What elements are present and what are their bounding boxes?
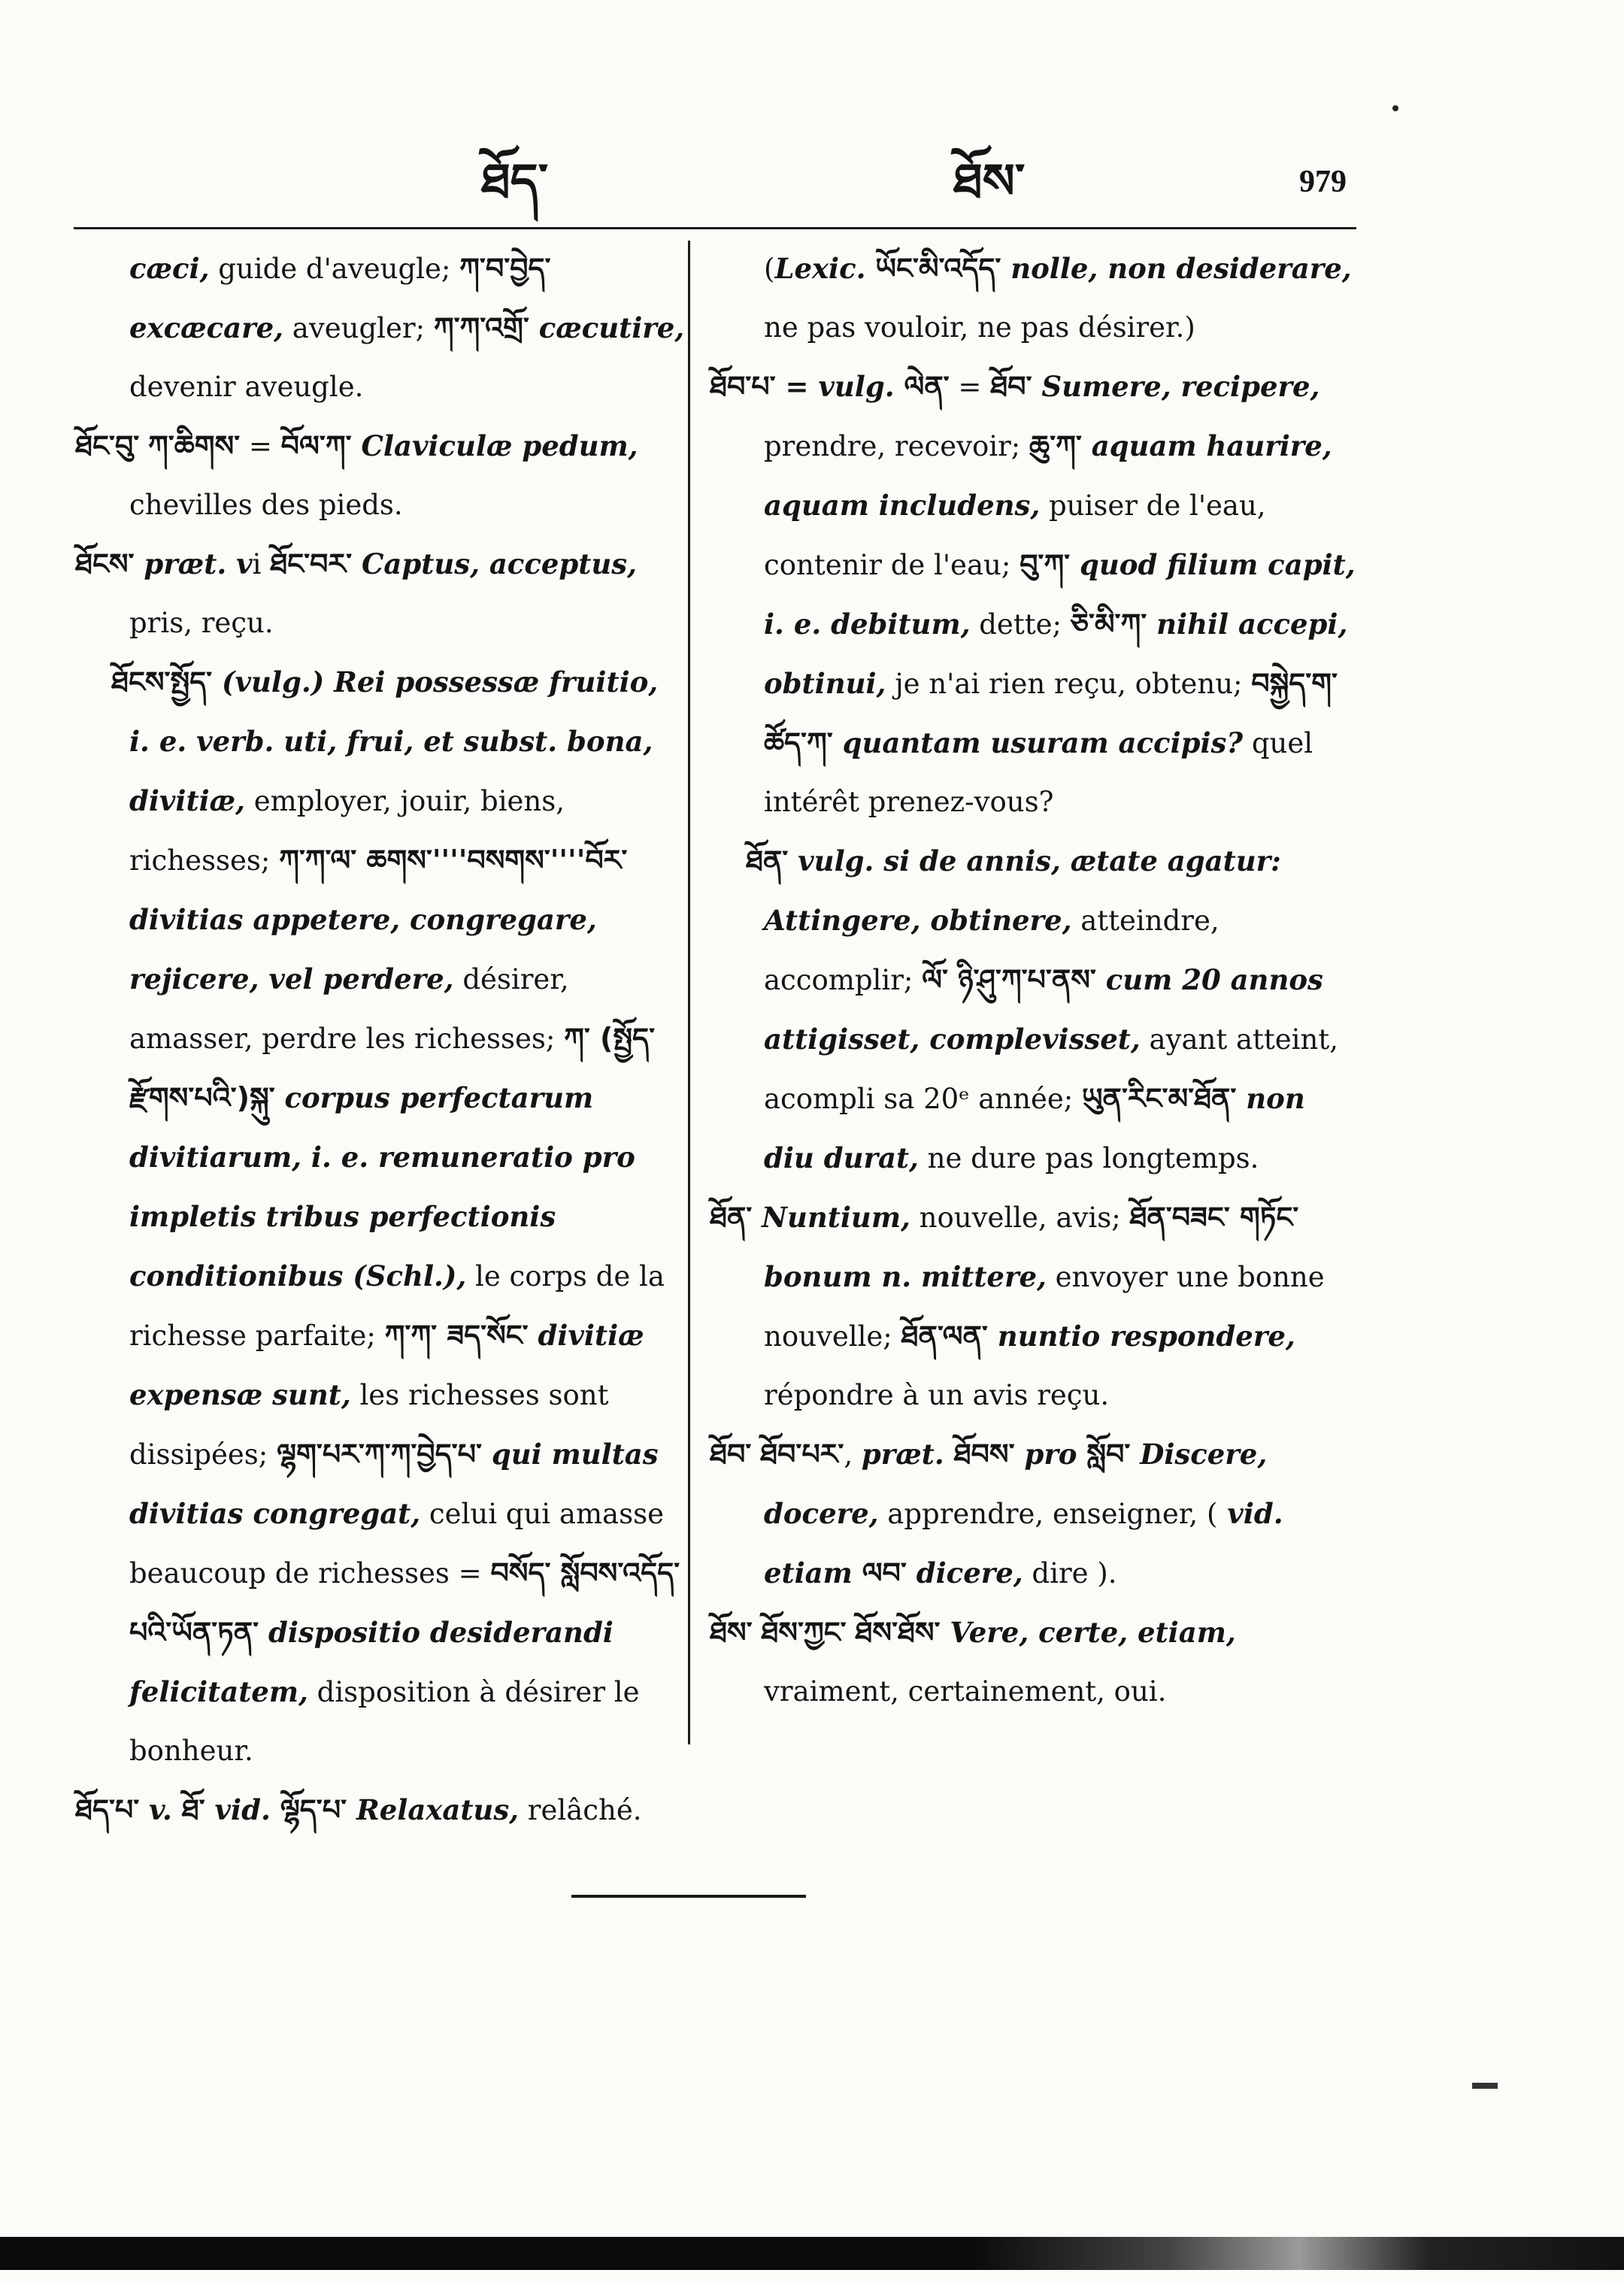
latin-gloss: Claviculæ pedum, xyxy=(351,429,638,462)
latin-gloss: quod filium capit, i. e. debitum, xyxy=(764,548,1356,641)
french-gloss: le corps de la richesse parfaite; xyxy=(129,1260,665,1352)
tibetan-term: ཅི་མི་ཀ་ xyxy=(1070,608,1147,641)
left-entry xyxy=(75,239,686,417)
latin-gloss: = vulg. xyxy=(775,370,904,403)
latin-gloss: qui multas divitias congregat, xyxy=(129,1438,659,1530)
tibetan-term: ཐོན་ལན་ xyxy=(901,1320,988,1353)
latin-gloss: cæci, xyxy=(129,252,210,285)
french-gloss: répondre à un avis reçu. xyxy=(764,1379,1110,1411)
right-entry xyxy=(710,1603,1358,1721)
latin-gloss: excæcare, xyxy=(129,311,284,344)
tibetan-term: ཀ་ (སྤྱོད་རྫོགས་པའི་)སྐུ་ xyxy=(129,1022,656,1114)
french-gloss: disposition à désirer le bonheur. xyxy=(129,1676,640,1767)
tibetan-term: ཀ་བ་བྱེད་ xyxy=(459,252,551,285)
tibetan-term: ལྷོད་པ་ xyxy=(280,1793,347,1826)
latin-gloss: v. xyxy=(139,1793,182,1826)
french-gloss: vraiment, certainement, oui. xyxy=(764,1675,1167,1708)
header-rule xyxy=(74,227,1356,229)
french-gloss: , xyxy=(844,1438,862,1471)
latin-gloss: nihil accepi, obtinui, xyxy=(764,608,1348,700)
tibetan-term: ཐོབ་ xyxy=(990,370,1032,403)
french-gloss xyxy=(847,1617,856,1649)
tibetan-term: ཡོང་མི་འདོད་ xyxy=(875,252,1001,285)
latin-gloss: nuntio respondere, xyxy=(987,1320,1295,1353)
french-gloss: guide d'aveugle; xyxy=(209,253,460,285)
french-gloss: désirer, amasser, perdre les richesses; xyxy=(129,963,569,1055)
tibetan-term: ཀ་ཀ་འགྲོ་ xyxy=(433,311,529,344)
page-header xyxy=(0,0,1624,241)
tibetan-term: བསྐྱེད་ག་ཚོད་ཀ་ xyxy=(764,667,1338,759)
tibetan-term: ཐོངས་སྤྱོད་ xyxy=(111,665,213,699)
french-gloss: apprendre, enseigner, ( xyxy=(878,1498,1218,1530)
latin-gloss: non diu durat, xyxy=(764,1082,1305,1174)
right-entry xyxy=(710,1188,1358,1425)
french-gloss: envoyer une bonne nouvelle; xyxy=(764,1261,1325,1353)
latin-gloss: præt. v xyxy=(134,547,253,580)
tibetan-term: ཐོབ་པར་ xyxy=(760,1438,844,1471)
right-column xyxy=(710,239,1358,1721)
french-gloss: dire ). xyxy=(1023,1557,1117,1590)
tibetan-term: ལབ་ xyxy=(862,1556,907,1590)
tibetan-term: ཐོས་ xyxy=(710,1616,753,1649)
tibetan-term: ལོ་ ཉི་ཤུ་ཀ་པ་ནས་ xyxy=(922,963,1096,996)
tibetan-term: ཀ་ཀ་ ཟད་སོང་ xyxy=(384,1319,529,1352)
latin-gloss: divitiæ expensæ sunt, xyxy=(129,1319,644,1411)
french-gloss: employer, jouir, biens, richesses; xyxy=(129,785,565,877)
tibetan-term: ཡུན་རིང་མ་ཐོན་ xyxy=(1081,1082,1237,1115)
french-gloss: les richesses sont dissipées; xyxy=(129,1379,609,1471)
tibetan-term: ཐོན་བཟང་ གཏོང་ xyxy=(1129,1201,1299,1234)
latin-gloss: cum 20 annos attigisset, complevisset, xyxy=(764,963,1323,1056)
tibetan-term: ཐོང་བར་ xyxy=(270,547,353,580)
latin-gloss: aquam haurire, aquam includens, xyxy=(764,429,1332,522)
tibetan-term: ཐོས་ཀྱང་ xyxy=(761,1616,847,1649)
right-entry xyxy=(710,832,1358,1188)
left-entry xyxy=(75,1780,686,1840)
french-gloss xyxy=(751,1438,760,1471)
french-gloss: = xyxy=(240,430,281,462)
tibetan-term: ཆུ་ཀ་ xyxy=(1029,429,1082,462)
tibetan-term: བསོད་ སློབས་འདོད་པའི་ཡོན་ཏན་ xyxy=(129,1556,680,1649)
french-gloss: quel intérêt prenez-vous? xyxy=(764,727,1313,818)
french-gloss: celui qui amasse beaucoup de richesses = xyxy=(129,1498,664,1590)
tibetan-term: ཐོན་ xyxy=(746,844,789,877)
french-gloss: je n'ai rien reçu, obtenu; xyxy=(886,668,1252,700)
latin-gloss: Nuntium, xyxy=(752,1201,910,1234)
latin-gloss: Discere, docere, xyxy=(764,1438,1268,1530)
tibetan-term: བུ་ཀ་ xyxy=(1020,548,1071,581)
french-gloss: = xyxy=(949,371,991,403)
running-head-left: ཐོད་ xyxy=(481,154,549,210)
tibetan-term: ཐོང་བུ་ xyxy=(75,429,140,462)
latin-gloss: dispositio desiderandi felicitatem, xyxy=(129,1616,614,1708)
tibetan-term: བོལ་ཀ་ xyxy=(280,429,352,462)
right-entry xyxy=(710,1425,1358,1603)
left-column xyxy=(75,239,686,1840)
latin-gloss: Vere, certe, etiam, xyxy=(940,1616,1236,1649)
latin-gloss: vid. xyxy=(205,1793,280,1826)
latin-gloss: Sumere, recipere, xyxy=(1032,370,1320,403)
latin-gloss: pro xyxy=(1014,1438,1087,1471)
french-gloss: atteindre, accomplir; xyxy=(764,905,1220,996)
french-gloss: devenir aveugle. xyxy=(129,371,364,403)
latin-gloss: Captus, acceptus, xyxy=(352,547,637,580)
french-gloss: puiser de l'eau, contenir de l'eau; xyxy=(764,489,1266,581)
tibetan-term: ཐོབ་པ་ xyxy=(710,370,776,403)
latin-gloss: (vulg.) Rei possessæ fruitio, i. e. verb. uti, frui, et subst. bona, divitiæ, xyxy=(129,665,659,817)
french-gloss: relâché. xyxy=(519,1794,642,1826)
latin-gloss: corpus perfectarum divitiarum, i. e. remuneratio pro impletis tribus perfectionis conditionibus (Schl.), xyxy=(129,1081,635,1293)
left-entry xyxy=(75,535,686,653)
latin-gloss: vid. etiam xyxy=(764,1497,1283,1590)
tibetan-term: ཐོ་ xyxy=(181,1793,205,1826)
latin-gloss: divitias appetere, congregare, rejicere, vel perdere, xyxy=(129,903,597,996)
latin-gloss: vulg. si de annis, ætate agatur: Attingere, obtinere, xyxy=(764,844,1281,937)
french-gloss: ( xyxy=(764,253,775,285)
french-gloss xyxy=(753,1617,762,1649)
tibetan-term: ཐོས་ཐོས་ xyxy=(855,1616,941,1649)
tibetan-term: ཀ་ཆིགས་ xyxy=(147,429,241,462)
right-entry xyxy=(710,357,1358,832)
french-gloss: nouvelle, avis; xyxy=(910,1202,1130,1234)
tibetan-term: ལེན་ xyxy=(904,370,950,403)
tibetan-term: སློབ་ xyxy=(1086,1438,1131,1471)
latin-gloss: quantam usuram accipis? xyxy=(832,726,1244,759)
french-gloss xyxy=(139,430,148,462)
french-gloss: pris, reçu. xyxy=(129,607,274,639)
tibetan-term: ཐོན་ xyxy=(710,1201,753,1234)
left-entry xyxy=(75,653,686,1780)
tibetan-term: ལྷག་པར་ཀ་ཀ་བྱེད་པ་ xyxy=(277,1438,482,1471)
french-gloss: aveugler; xyxy=(283,312,434,344)
ink-dot xyxy=(1392,105,1398,111)
left-entry xyxy=(75,417,686,535)
latin-gloss: Relaxatus, xyxy=(347,1793,520,1826)
right-entry xyxy=(710,239,1358,357)
french-gloss: prendre, recevoir; xyxy=(764,430,1030,462)
running-head-right: ཐོས་ xyxy=(953,154,1026,210)
latin-gloss: nolle, non desiderare, xyxy=(1001,252,1352,285)
latin-gloss: cæcutire, xyxy=(529,311,685,344)
tibetan-term: ཐོད་པ་ xyxy=(75,1793,140,1826)
latin-gloss: Lexic. xyxy=(774,252,876,285)
french-gloss: chevilles des pieds. xyxy=(129,489,403,521)
column-divider xyxy=(688,241,690,1744)
tibetan-term: ཀ་ཀ་ལ་ ཆགས་''''བསགས་''''བོར་ xyxy=(279,844,628,877)
french-gloss: i xyxy=(252,548,271,580)
latin-gloss: dicere, xyxy=(906,1556,1023,1590)
latin-gloss: bonum n. mittere, xyxy=(764,1260,1047,1293)
tibetan-term: ཐོབ་ xyxy=(710,1438,752,1471)
latin-gloss: præt. xyxy=(861,1438,954,1471)
french-gloss: ne pas vouloir, ne pas désirer.) xyxy=(764,311,1195,344)
french-gloss: ne dure pas longtemps. xyxy=(918,1142,1259,1174)
end-rule xyxy=(571,1895,806,1898)
tibetan-term: ཐོངས་ xyxy=(75,547,135,580)
french-gloss: dette; xyxy=(970,608,1071,641)
french-gloss: ayant atteint, acompli sa 20ᵉ année; xyxy=(764,1023,1338,1115)
corner-mark xyxy=(1472,2083,1498,2089)
scan-edge-bar xyxy=(0,2237,1624,2270)
tibetan-term: ཐོབས་ xyxy=(953,1438,1015,1471)
page-number: 979 xyxy=(1299,165,1347,199)
